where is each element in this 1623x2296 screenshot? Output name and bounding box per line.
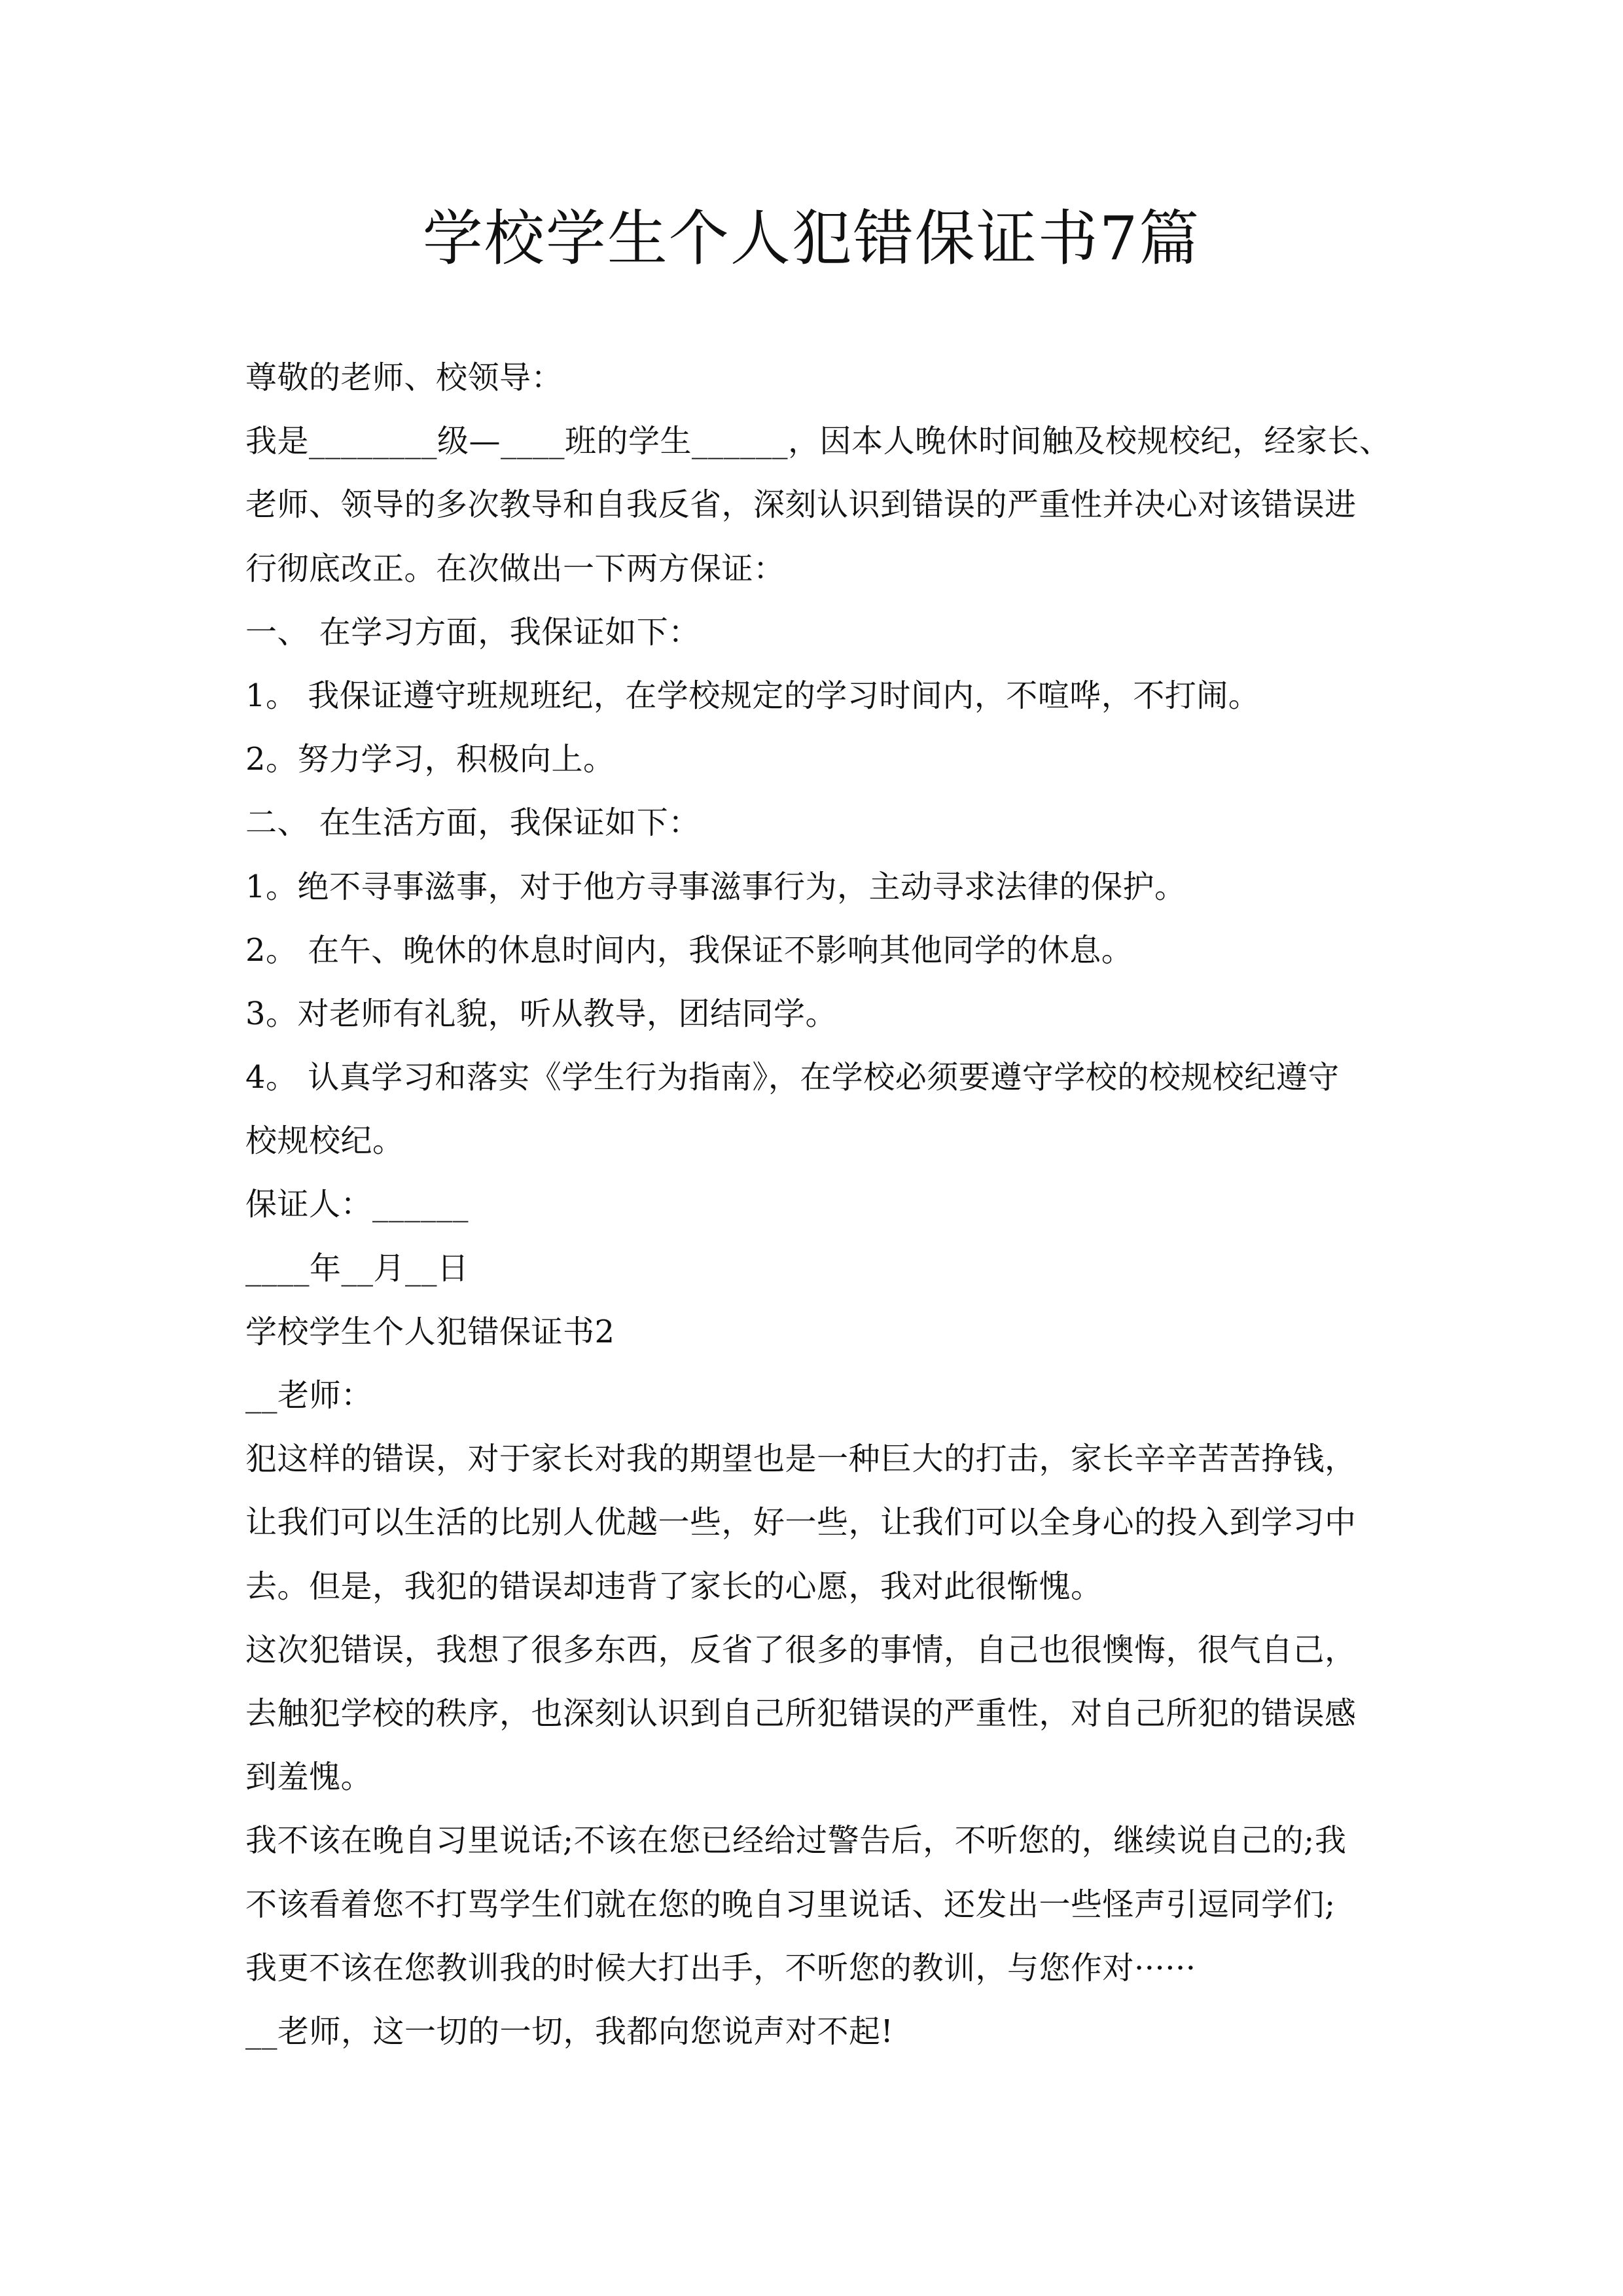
text-line: 学校学生个人犯错保证书2	[245, 1313, 615, 1350]
text-line: 1。绝不寻事滋事，对于他方寻事滋事行为，主动寻求法律的保护。	[245, 868, 1186, 905]
text-line: ____年__月__日	[245, 1249, 469, 1287]
text-line: 一、 在学习方面，我保证如下：	[245, 613, 700, 651]
text-line: 犯这样的错误，对于家长对我的期望也是一种巨大的打击，家长辛辛苦苦挣钱，	[245, 1441, 1357, 1478]
text-line: 1。 我保证遵守班规班纪，在学校规定的学习时间内，不喧哗，不打闹。	[245, 677, 1260, 714]
text-line: 行彻底改正。在次做出一下两方保证：	[245, 550, 785, 587]
text-line: 尊敬的老师、校领导：	[245, 359, 563, 396]
text-line: 我更不该在您教训我的时候大打出手，不听您的教训，与您作对······	[245, 1949, 1196, 1986]
text-line: 我是________级—____班的学生______，因本人晚休时间触及校规校纪，经家长、	[245, 423, 1391, 460]
text-line: 2。努力学习，积极向上。	[245, 741, 615, 778]
text-line: __老师，这一切的一切，我都向您说声对不起!	[245, 2013, 894, 2050]
text-line: __老师：	[245, 1377, 373, 1414]
text-line: 保证人：______	[245, 1186, 469, 1223]
text-line: 我不该在晚自习里说话;不该在您已经给过警告后，不听您的，继续说自己的;我	[245, 1822, 1347, 1859]
document-title: 学校学生个人犯错保证书7篇	[422, 204, 1201, 274]
text-line: 老师、领导的多次教导和自我反省，深刻认识到错误的严重性并决心对该错误进	[245, 486, 1357, 524]
text-line: 4。 认真学习和落实《学生行为指南》，在学校必须要遵守学校的校规校纪遵守	[245, 1059, 1340, 1096]
text-line: 3。对老师有礼貌，听从教导，团结同学。	[245, 995, 838, 1032]
text-line: 校规校纪。	[245, 1122, 404, 1160]
text-line: 这次犯错误，我想了很多东西，反省了很多的事情，自己也很懊悔，很气自己，	[245, 1631, 1357, 1668]
text-line: 不该看着您不打骂学生们就在您的晚自习里说话、还发出一些怪声引逗同学们;	[245, 1886, 1336, 1923]
document-body	[245, 346, 1397, 2064]
text-line: 到羞愧。	[245, 1759, 373, 1796]
text-line: 去。但是，我犯的错误却违背了家长的心愿，我对此很惭愧。	[245, 1568, 1103, 1605]
text-line: 2。 在午、晚休的休息时间内，我保证不影响其他同学的休息。	[245, 931, 1133, 969]
text-line: 去触犯学校的秩序，也深刻认识到自己所犯错误的严重性，对自己所犯的错误感	[245, 1695, 1357, 1732]
text-line: 让我们可以生活的比别人优越一些，好一些，让我们可以全身心的投入到学习中	[245, 1504, 1357, 1541]
text-line: 二、 在生活方面，我保证如下：	[245, 804, 700, 842]
